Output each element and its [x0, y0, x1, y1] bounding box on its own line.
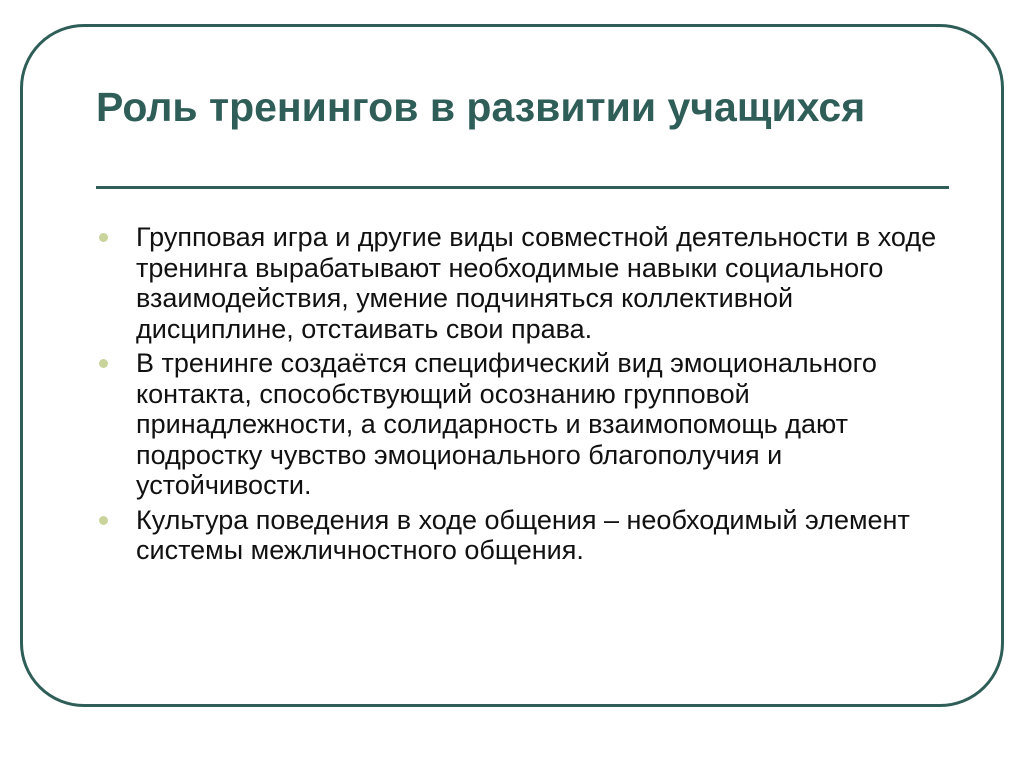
- bullet-dot-icon: [99, 516, 108, 525]
- bullet-text: Культура поведения в ходе общения – необходимый элемент системы межличностного общения.: [136, 504, 910, 565]
- bullet-item: [96, 222, 956, 344]
- bullet-dot-icon: [99, 233, 108, 242]
- bullet-text: Групповая игра и другие виды совместной деятельности в ходе тренинга вырабатывают необходимые навыки социального взаимодействия, умение подчиняться коллективной дисциплине, отстаивать свои права.: [136, 222, 937, 344]
- slide-title: Роль тренингов в развитии учащихся: [96, 84, 866, 130]
- bullet-item: [96, 348, 956, 501]
- bullet-dot-icon: [99, 359, 108, 368]
- bullet-item: [96, 505, 956, 566]
- bullet-text: В тренинге создаётся специфический вид эмоционального контакта, способствующий осознанию групповой принадлежности, а солидарность и взаимопомощь дают подростку чувство эмоционального благополучия и устойчивости.: [136, 348, 877, 500]
- bullet-list: [96, 222, 956, 570]
- title-underline: [96, 186, 949, 189]
